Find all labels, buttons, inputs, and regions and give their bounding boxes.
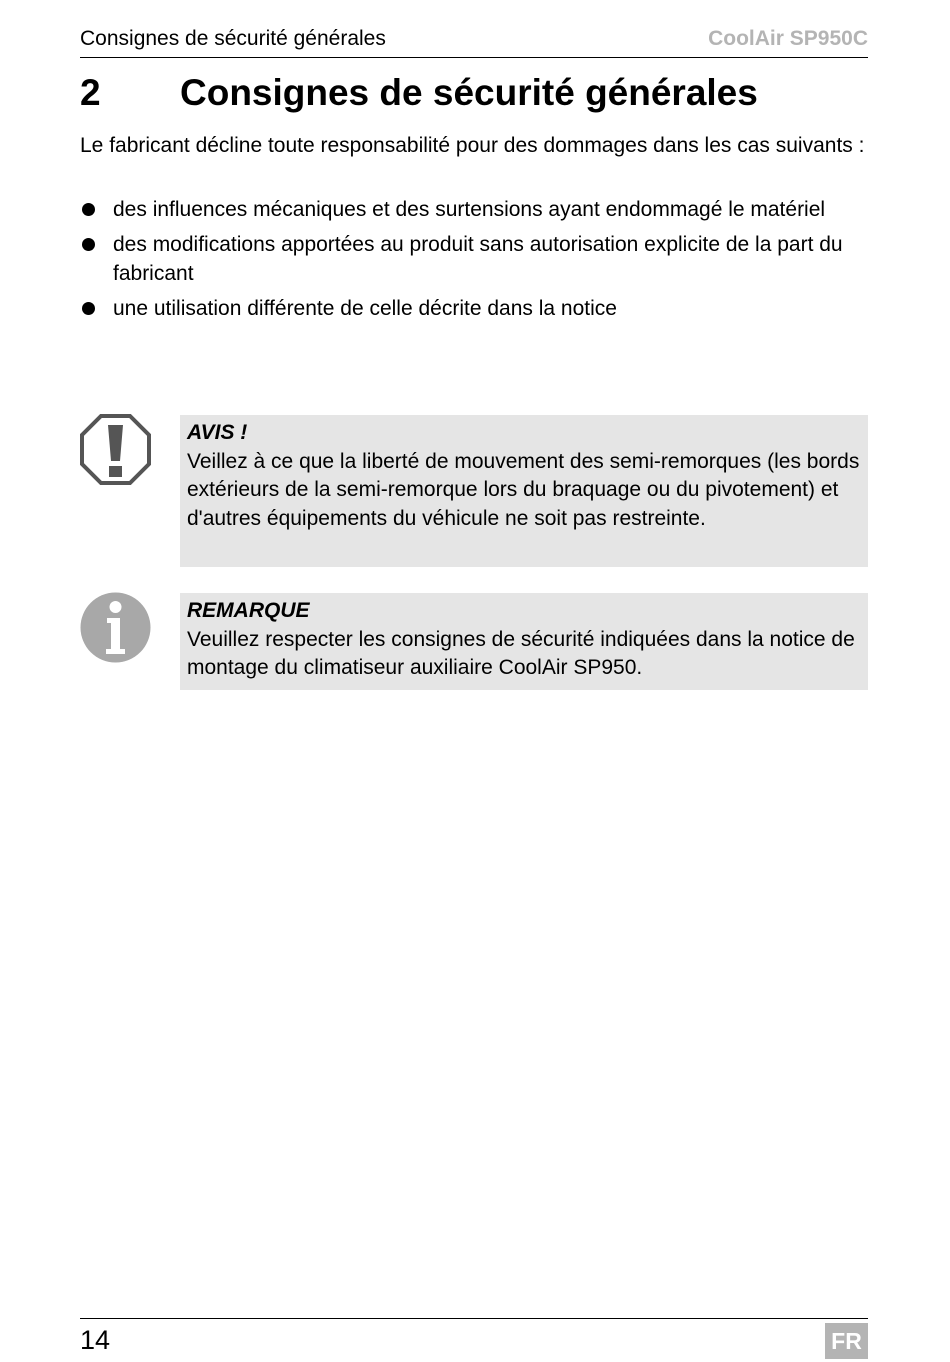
bullet-icon [82, 238, 95, 251]
running-header [80, 26, 868, 58]
list-item [80, 195, 868, 224]
chapter-number: 2 [80, 72, 101, 113]
notice-label: AVIS ! [187, 421, 248, 444]
note-box [180, 593, 868, 690]
note-text: Veuillez respecter les consignes de sécurité indiquées dans la notice de montage du climatiseur auxiliaire CoolAir SP950. [187, 627, 855, 679]
info-icon [80, 592, 151, 663]
liability-list [80, 195, 868, 329]
page-number: 14 [80, 1325, 111, 1355]
list-item-text: des influences mécaniques et des surtensions ayant endommagé le matériel [113, 198, 826, 221]
page-footer [80, 1318, 868, 1355]
notice-box [180, 415, 868, 567]
list-item [80, 294, 868, 323]
list-item-text: des modifications apportées au produit sans autorisation explicite de la part du fabricant [113, 233, 843, 285]
language-badge: FR [825, 1323, 868, 1359]
intro-paragraph: Le fabricant décline toute responsabilité pour des dommages dans les cas suivants : [80, 134, 865, 157]
chapter-title: Consignes de sécurité générales [180, 72, 758, 113]
notice-text: Veillez à ce que la liberté de mouvement des semi-remorques (les bords extérieurs de la semi-remorque lors du braquage ou du pivotement) et d'autres équipements du véhicule ne soit pas restreinte. [187, 449, 860, 530]
list-item-text: une utilisation différente de celle décrite dans la notice [113, 297, 617, 320]
list-item [80, 230, 868, 288]
note-label: REMARQUE [187, 599, 310, 622]
warning-octagon-icon [80, 414, 151, 485]
header-product-name: CoolAir SP950C [708, 27, 868, 50]
header-section-title: Consignes de sécurité générales [80, 27, 386, 50]
bullet-icon [82, 302, 95, 315]
bullet-icon [82, 203, 95, 216]
